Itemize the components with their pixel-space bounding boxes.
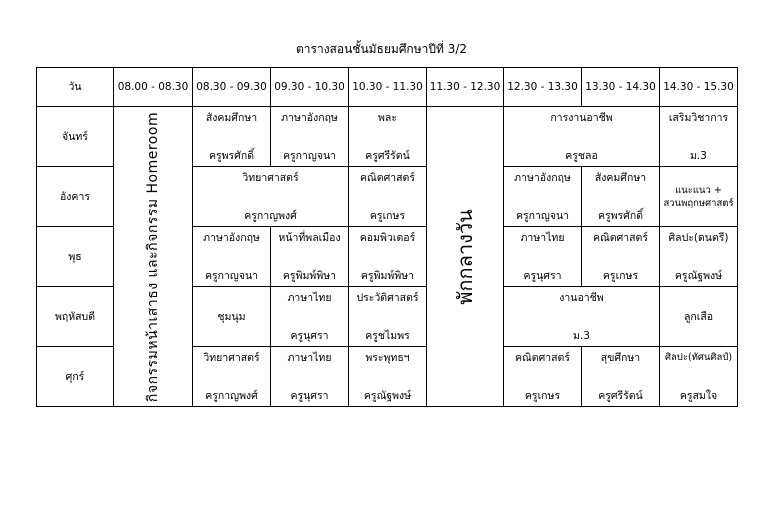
teacher: สวนพฤกษศาสตร์ (663, 197, 734, 209)
subject: วิทยาศาสตร์ (203, 351, 260, 364)
class-cell (349, 167, 427, 227)
subject: ภาษาไทย (520, 231, 565, 244)
day-label: จันทร์ (37, 107, 114, 167)
subject: หน้าที่พลเมือง (278, 231, 341, 244)
class-cell (349, 107, 427, 167)
lunch-label: พักกลางวัน (453, 208, 477, 305)
teacher: ครูกาญจนา (204, 269, 259, 282)
subject: วิทยาศาสตร์ (242, 171, 299, 184)
class-cell (582, 167, 660, 227)
teacher: ครูกาญจนา (515, 209, 570, 222)
teacher: ครูเกษร (524, 389, 561, 402)
class-cell (504, 107, 660, 167)
period-header: 09.30 - 10.30 (271, 68, 349, 107)
teacher: ครูณัฐพงษ์ (674, 269, 723, 282)
class-cell (349, 347, 427, 407)
class-cell (349, 287, 427, 347)
lunch-cell (427, 107, 504, 407)
teacher: ครูพรศักดิ์ (208, 149, 255, 162)
teacher: ครูณัฐพงษ์ (363, 389, 412, 402)
period-header: 14.30 - 15.30 (660, 68, 738, 107)
class-cell (582, 347, 660, 407)
teacher: ครูชไมพร (365, 329, 410, 342)
class-cell (504, 347, 582, 407)
class-cell (271, 107, 349, 167)
class-cell (660, 107, 738, 167)
class-cell (193, 287, 271, 347)
class-cell (193, 167, 349, 227)
subject: ศิลปะ(ดนตรี) (668, 231, 729, 244)
page-title: ตารางสอนชั้นมัธยมศึกษาปีที่ 3/2 (295, 42, 468, 56)
teacher: ครูสมใจ (679, 389, 718, 402)
class-cell (660, 347, 738, 407)
class-cell (271, 287, 349, 347)
teacher: ครูพิมพ์พิษา (360, 269, 415, 282)
class-cell (504, 227, 582, 287)
teacher: ม.3 (573, 329, 590, 342)
class-cell (193, 107, 271, 167)
period-header: 08.00 - 08.30 (114, 68, 193, 107)
subject: ภาษาอังกฤษ (203, 231, 260, 244)
teacher: ครูชลอ (565, 149, 598, 162)
subject: คณิตศาสตร์ (514, 351, 570, 364)
subject: ชุมนุม (217, 310, 246, 323)
subject: การงานอาชีพ (550, 111, 613, 124)
day-label: พุธ (37, 227, 114, 287)
subject: ภาษาอังกฤษ (281, 111, 338, 124)
day-header: วัน (37, 68, 114, 107)
subject: คอมพิวเตอร์ (359, 231, 416, 244)
homeroom-label: กิจกรรมหน้าเสาธง และกิจกรรม Homeroom (145, 111, 161, 402)
table-row-monday (37, 107, 738, 167)
subject: พละ (378, 111, 397, 124)
subject: ภาษาไทย (287, 291, 332, 304)
teacher: ม.3 (690, 149, 707, 162)
teacher: ครูนุศรา (290, 329, 329, 342)
day-label: พฤหัสบดี (37, 287, 114, 347)
subject: เสริมวิชาการ (668, 111, 729, 124)
teacher: ครูกาญพงศ์ (205, 389, 258, 402)
subject: สุขศึกษา (600, 351, 641, 364)
teacher: ครูนุศรา (290, 389, 329, 402)
subject: สังคมศึกษา (205, 111, 258, 124)
subject: ภาษาอังกฤษ (514, 171, 571, 184)
subject: พระพุทธฯ (365, 351, 410, 364)
homeroom-cell (114, 107, 193, 407)
period-header: 10.30 - 11.30 (349, 68, 427, 107)
class-cell (271, 347, 349, 407)
timetable (36, 67, 738, 407)
class-cell (349, 227, 427, 287)
day-label: อังคาร (37, 167, 114, 227)
class-cell (660, 167, 738, 227)
period-header: 13.30 - 14.30 (582, 68, 660, 107)
subject: ลูกเสือ (683, 310, 714, 323)
subject: คณิตศาสตร์ (592, 231, 648, 244)
header-row (37, 68, 738, 107)
period-header: 12.30 - 13.30 (504, 68, 582, 107)
period-header: 11.30 - 12.30 (427, 68, 504, 107)
teacher: ครูศรีรัตน์ (598, 389, 643, 402)
period-header: 08.30 - 09.30 (193, 68, 271, 107)
teacher: ครูเกษร (602, 269, 639, 282)
subject: ศิลปะ(ทัศนศิลป์) (664, 351, 733, 363)
subject: งานอาชีพ (559, 291, 604, 304)
teacher: ครูกาญพงศ์ (244, 209, 297, 222)
teacher: ครูพิมพ์พิษา (282, 269, 337, 282)
class-cell (660, 227, 738, 287)
class-cell (193, 227, 271, 287)
subject: แนะแนว + (675, 184, 722, 196)
subject: สังคมศึกษา (594, 171, 647, 184)
class-cell (504, 287, 660, 347)
teacher: ครูศรีรัตน์ (365, 149, 410, 162)
teacher: ครูพรศักดิ์ (597, 209, 644, 222)
teacher: ครูนุศรา (523, 269, 562, 282)
subject: ประวัติศาสตร์ (356, 291, 419, 304)
class-cell (582, 227, 660, 287)
subject: ภาษาไทย (287, 351, 332, 364)
class-cell (504, 167, 582, 227)
class-cell (193, 347, 271, 407)
day-label: ศุกร์ (37, 347, 114, 407)
teacher: ครูกาญจนา (282, 149, 337, 162)
subject: คณิตศาสตร์ (359, 171, 415, 184)
class-cell (271, 227, 349, 287)
class-cell (660, 287, 738, 347)
teacher: ครูเกษร (369, 209, 406, 222)
